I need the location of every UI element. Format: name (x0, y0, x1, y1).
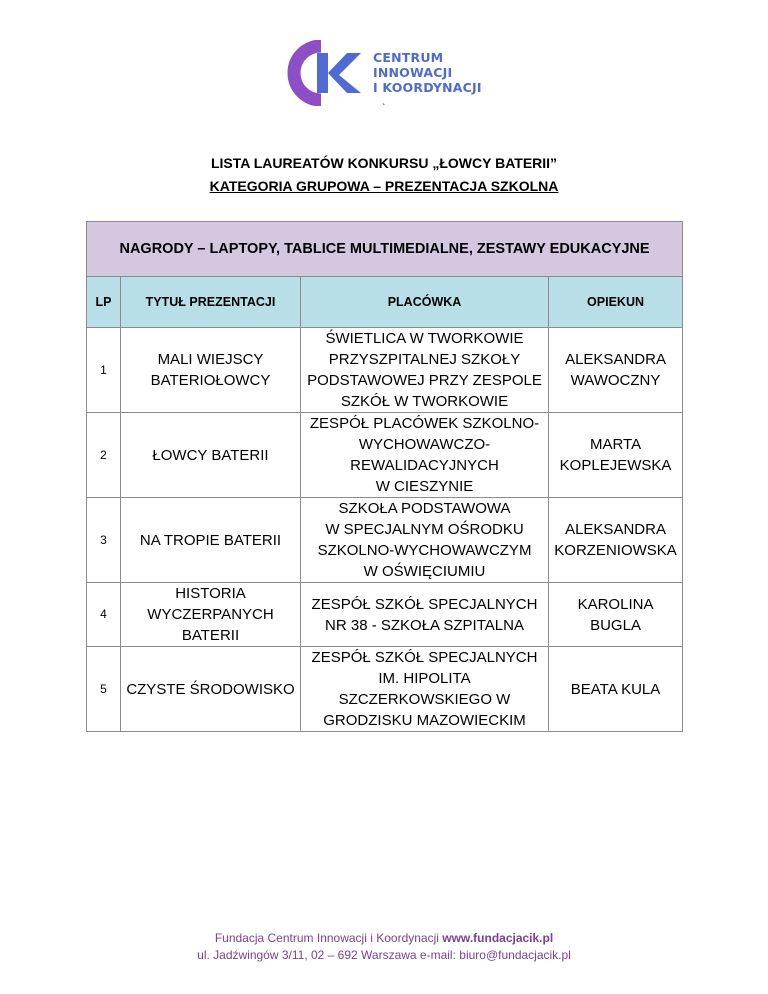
text-line: SZKOLNO-WYCHOWAWCZYM (317, 542, 532, 559)
text-line: SZKOŁA PODSTAWOWA (338, 500, 511, 517)
row-institution (301, 328, 549, 413)
text-line: W SPECJALNYM OŚRODKU (325, 521, 524, 538)
table-row (87, 328, 683, 413)
row-institution (301, 647, 549, 732)
cik-logo-mark (281, 40, 363, 106)
text-line: BATERII (181, 627, 240, 644)
row-guardian (549, 647, 683, 732)
row-institution (301, 498, 549, 583)
text-line: KAROLINA (577, 595, 654, 613)
table-row (87, 647, 683, 732)
header-lp: LP (87, 277, 121, 328)
row-title (121, 328, 301, 413)
text-line: ALEKSANDRA (565, 351, 666, 368)
text-line: ALEKSANDRA (565, 521, 666, 538)
text-line: KOPLEJEWSKA (559, 457, 672, 474)
header-institution: PLACÓWKA (301, 277, 549, 328)
text-line: MARTA (589, 436, 642, 453)
text-line: BATERIOŁOWCY (150, 372, 271, 389)
text-line: ZESPÓŁ SZKÓŁ SPECJALNYCH (311, 595, 538, 613)
prize-band-row (87, 222, 683, 277)
logo-line-2: INNOWACJI (373, 65, 453, 80)
header-guardian: OPIEKUN (549, 277, 683, 328)
text-line: W OŚWIĘCIUMIU (363, 563, 486, 580)
row-title (121, 647, 301, 732)
table-row (87, 498, 683, 583)
text-line: GRODZISKU MAZOWIECKIM (323, 712, 526, 729)
row-guardian (549, 328, 683, 413)
cik-logo (281, 40, 501, 108)
text-line: BUGLA (590, 616, 641, 634)
text-line: ZESPÓŁ PLACÓWEK SZKOLNO- (309, 415, 540, 432)
header-row (87, 277, 683, 328)
text-line: HISTORIA (175, 585, 246, 602)
row-title (121, 583, 301, 647)
footer-address: ul. Jadźwingów 3/11, 02 – 692 Warszawa e-mail: biuro@fundacjacik.pl (197, 948, 571, 962)
text-line: PODSTAWOWEJ PRZY ZESPOLE (307, 372, 542, 389)
text-line: IM. HIPOLITA (378, 670, 471, 687)
row-lp: 4 (87, 583, 121, 647)
row-lp: 2 (87, 413, 121, 498)
text-line: SZCZERKOWSKIEGO W (338, 691, 511, 708)
text-line: W CIESZYNIE (375, 478, 474, 495)
text-line: NA TROPIE BATERII (139, 531, 282, 549)
text-line: WYCHOWAWCZO- (358, 436, 491, 453)
text-line: CZYSTE ŚRODOWISKO (126, 680, 295, 698)
row-lp: 5 (87, 647, 121, 732)
cik-logo-text (373, 50, 482, 95)
footer-site-link[interactable]: www.fundacjacik.pl (442, 931, 554, 945)
row-guardian (549, 498, 683, 583)
logo-line-1: CENTRUM (373, 50, 444, 65)
text-line: SZKÓŁ W TWORKOWIE (340, 393, 509, 410)
document-subtitle: KATEGORIA GRUPOWA – PREZENTACJA SZKOLNA (209, 178, 559, 194)
text-line: ŚWIETLICA W TWORKOWIE (325, 330, 524, 347)
row-title (121, 498, 301, 583)
laureates-table (86, 221, 683, 732)
table-row (87, 583, 683, 647)
text-line: KORZENIOWSKA (554, 542, 677, 559)
text-line: REWALIDACYJNYCH (350, 457, 499, 474)
footer-line-1 (0, 931, 768, 945)
text-line: MALI WIEJSCY (157, 351, 264, 368)
text-line: ZESPÓŁ SZKÓŁ SPECJALNYCH (311, 649, 538, 666)
row-institution (301, 413, 549, 498)
text-line: BEATA KULA (570, 680, 661, 698)
text-line: NR 38 - SZKOŁA SZPITALNA (325, 616, 524, 634)
text-line: WAWOCZNY (570, 372, 661, 389)
footer-org: Fundacja Centrum Innowacji i Koordynacji (214, 931, 439, 945)
row-lp: 1 (87, 328, 121, 413)
table-row (87, 413, 683, 498)
logo-line-3: I KOORDYNACJI (373, 80, 482, 95)
stray-mark: ` (382, 103, 386, 114)
text-line: ŁOWCY BATERII (152, 446, 269, 464)
row-title (121, 413, 301, 498)
text-line: WYCZERPANYCH (147, 606, 274, 623)
text-line: PRZYSZPITALNEJ SZKOŁY (328, 351, 521, 368)
row-guardian (549, 583, 683, 647)
prize-band: NAGRODY – LAPTOPY, TABLICE MULTIMEDIALNE, ZESTAWY EDUKACYJNE (87, 222, 683, 277)
header-title: TYTUŁ PREZENTACJI (121, 277, 301, 328)
row-guardian (549, 413, 683, 498)
document-title: LISTA LAUREATÓW KONKURSU „ŁOWCY BATERII” (210, 155, 558, 171)
row-lp: 3 (87, 498, 121, 583)
row-institution (301, 583, 549, 647)
